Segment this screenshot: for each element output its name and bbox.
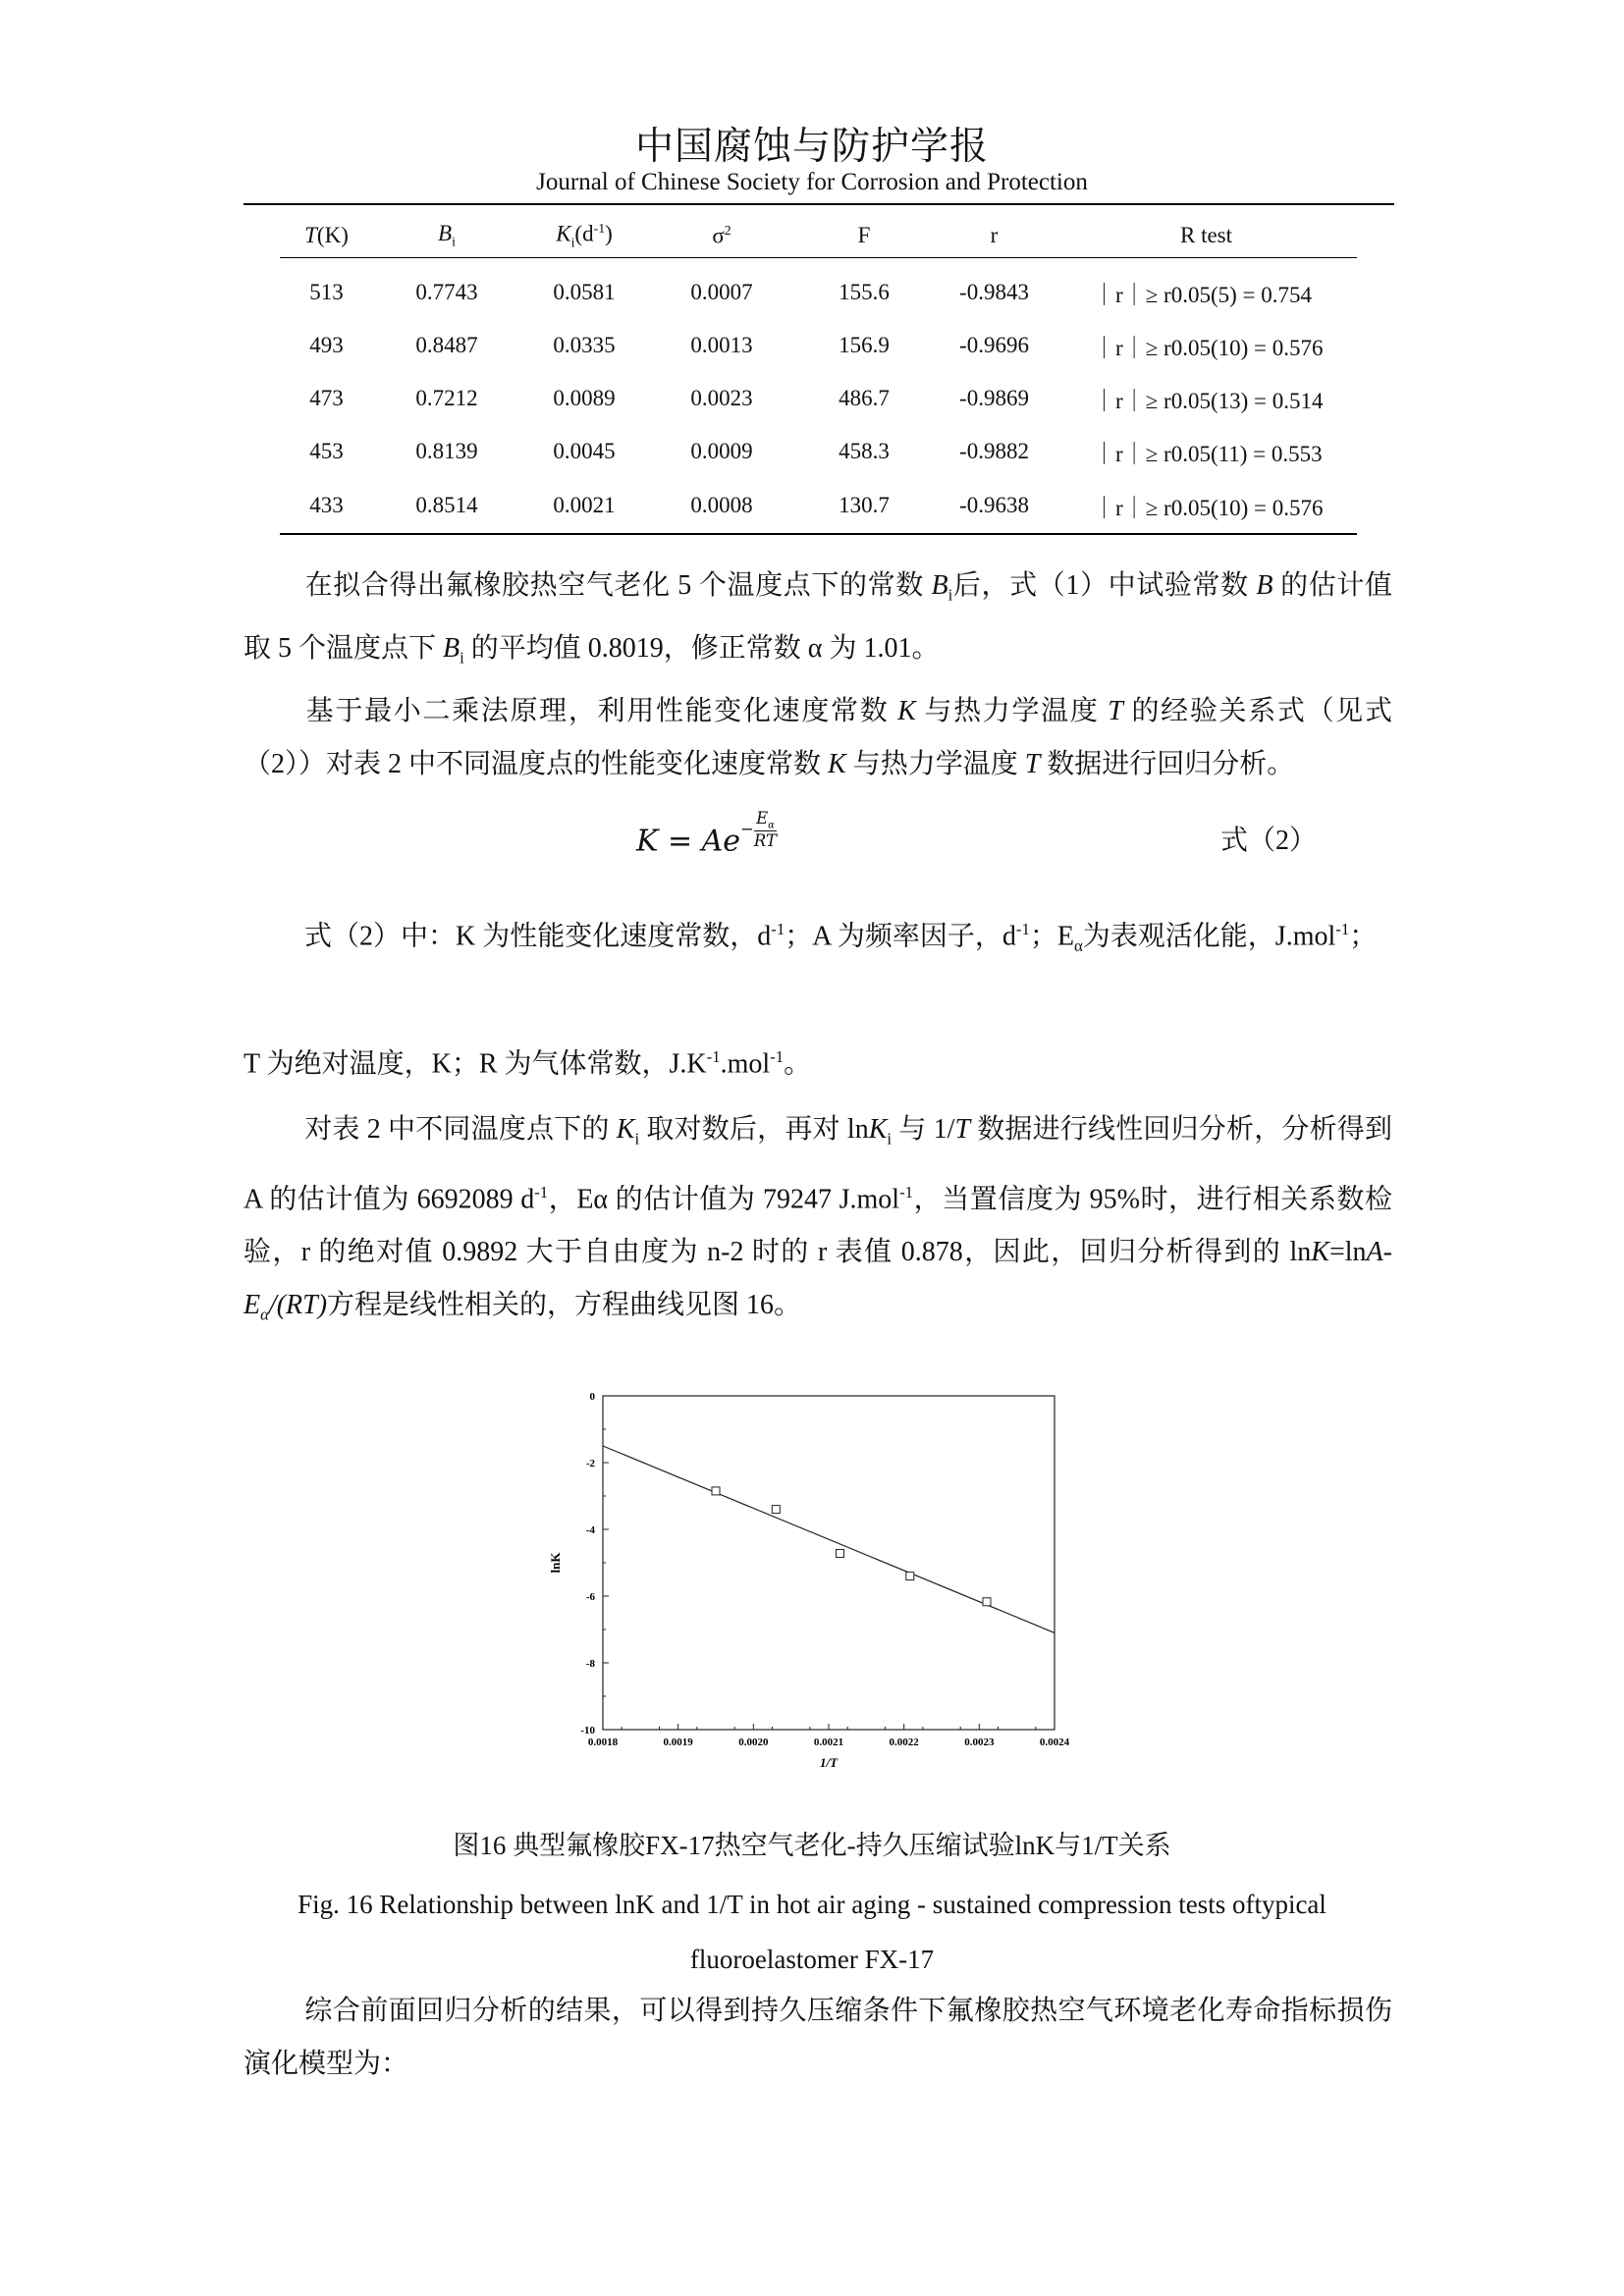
table-cell: 0.8139 — [415, 439, 478, 463]
x-axis-label: 1/T — [819, 1755, 839, 1770]
y-tick-label: 0 — [589, 1391, 595, 1403]
formula-2: $K = Ae^{- \frac{E_\alpha}{RT}}$ — [636, 809, 778, 859]
table-cell: 0.0013 — [690, 333, 753, 357]
table-cell: 453 — [309, 439, 344, 463]
plot-frame — [603, 1396, 1055, 1730]
x-tick-label: 0.0024 — [1039, 1736, 1070, 1748]
y-tick-label: -4 — [585, 1524, 595, 1536]
table-row — [280, 372, 1357, 425]
parameter-table — [280, 214, 1357, 535]
col-header-rtest: R test — [1056, 214, 1357, 258]
table-cell: 0.0021 — [520, 478, 648, 534]
table-cell: 0.0581 — [553, 280, 616, 304]
table-cell: 0.8514 — [373, 478, 520, 534]
table-cell: 0.8487 — [415, 333, 478, 357]
table-row — [280, 425, 1357, 478]
table-row — [280, 258, 1357, 320]
table-cell: -0.9696 — [959, 333, 1029, 357]
y-tick-label: -10 — [580, 1725, 595, 1736]
col-header-bi: $B_i$ — [373, 214, 520, 258]
x-tick-label: 0.0020 — [738, 1736, 769, 1748]
table-cell: 486.7 — [839, 386, 890, 410]
table-cell: 130.7 — [795, 478, 933, 534]
x-tick-label: 0.0022 — [889, 1736, 919, 1748]
y-tick-label: -2 — [585, 1458, 595, 1469]
y-axis-label: lnK — [548, 1552, 563, 1574]
table-cell: 473 — [309, 386, 344, 410]
table-cell: ｜r｜≥ r0.05(10) = 0.576 — [1056, 478, 1357, 534]
x-tick-label: 0.0018 — [587, 1736, 619, 1748]
paragraph-4: T 为绝对温度，K；R 为气体常数，$J.K^{-1}.mol^{-1}$。 — [244, 1047, 812, 1080]
figure-caption-en: Fig. 16 Relationship between lnK and 1/T in hot air aging - sustained compression tests oftypical fluoroelastomer FX-17 — [298, 1890, 1326, 1974]
col-header-r: r — [933, 214, 1056, 258]
journal-title-cn: 中国腐蚀与防护学报 — [634, 126, 989, 168]
col-header-t: T(K) — [280, 214, 373, 258]
table-cell: -0.9869 — [959, 386, 1029, 410]
table-cell: 155.6 — [839, 280, 890, 304]
col-header-f: F — [795, 214, 933, 258]
table-cell: 0.7743 — [415, 280, 478, 304]
table-cell: 0.0335 — [553, 333, 616, 357]
table-cell: 0.0008 — [648, 478, 795, 534]
table-cell: ｜r｜≥ r0.05(13) = 0.514 — [1093, 388, 1324, 413]
col-header-ki: $K_i(d^{-1})$ — [520, 214, 648, 258]
journal-title-en: Journal of Chinese Society for Corrosion and Protection — [536, 169, 1088, 195]
table-cell: 0.0023 — [690, 386, 753, 410]
table-cell: ｜r｜≥ r0.05(10) = 0.576 — [1093, 335, 1324, 360]
paragraph-6-text: 综合前面回归分析的结果，可以得到持久压缩条件下氟橡胶热空气环境老化寿命指标损伤演化模型为： — [244, 1996, 1392, 2079]
table-cell: 458.3 — [839, 439, 890, 463]
table-header-row — [280, 214, 1357, 258]
y-tick-label: -6 — [585, 1591, 595, 1603]
header-rule — [244, 203, 1394, 205]
table-cell: 493 — [309, 333, 344, 357]
data-point — [772, 1506, 780, 1514]
table-cell: 0.0007 — [690, 280, 753, 304]
data-point — [906, 1573, 914, 1580]
table-cell: ｜r｜≥ r0.05(5) = 0.754 — [1093, 282, 1312, 307]
lnk-vs-inverse-t-chart — [538, 1386, 1088, 1789]
table-cell: -0.9882 — [959, 439, 1029, 463]
table-cell: 513 — [309, 280, 344, 304]
paragraph-6 — [244, 1985, 1392, 2091]
paragraph-2: 基于最小二乘法原理，利用性能变化速度常数 K 与热力学温度 T 的经验关系式（见式（2））对表 2 中不同温度点的性能变化速度常数 K 与热力学温度 T 数据进行回归分析。 — [244, 696, 1392, 779]
x-tick-label: 0.0019 — [663, 1736, 693, 1748]
table-row — [280, 478, 1357, 534]
data-point — [837, 1549, 844, 1557]
table-cell: 0.0089 — [553, 386, 616, 410]
table-cell: ｜r｜≥ r0.05(11) = 0.553 — [1093, 441, 1323, 466]
table-cell: 156.9 — [839, 333, 890, 357]
formula-label: 式（2） — [1220, 826, 1318, 856]
table-cell: -0.9638 — [933, 478, 1056, 534]
figure-caption-cn: 图16 典型氟橡胶FX-17热空气老化-持久压缩试验lnK与1/T关系 — [453, 1831, 1171, 1860]
data-point — [983, 1598, 991, 1606]
table-cell: 0.7212 — [415, 386, 478, 410]
table-cell: -0.9843 — [959, 280, 1029, 304]
paragraph-3: 式（2）中：K 为性能变化速度常数，$d^{-1}$；A 为频率因子，$d^{-1}$；$E_\alpha$为表观活化能，J.mol$^{-1}$； — [304, 920, 1378, 955]
col-header-sigma2: $\sigma^2$ — [648, 214, 795, 258]
table-row — [280, 319, 1357, 372]
paragraph-1: 在拟合得出氟橡胶热空气老化 5 个温度点下的常数 $B_i$后，式（1）中试验常数 B 的估计值取 5 个温度点下 $B_i$ 的平均值 0.8019，修正常数 α 为 1.01。 — [244, 570, 1392, 667]
x-tick-label: 0.0021 — [813, 1736, 844, 1748]
data-point — [712, 1487, 720, 1495]
table-cell: 0.0045 — [553, 439, 616, 463]
y-tick-label: -8 — [585, 1658, 595, 1670]
table-cell: 0.0009 — [690, 439, 753, 463]
table-cell: 433 — [280, 478, 373, 534]
paragraph-5: 对表 2 中不同温度点下的 $K_i$ 取对数后，再对 lnK$_i$ 与 1/T 数据进行线性回归分析，分析得到 A 的估计值为 6692089 $d^{-1}$，Eα 的估计值为 79247 J.mol$^{-1}$，当置信度为 95%时，进行相关系数检验，r 的绝对值 0.9892 大于自由度为 n-2 时的 r 表值 0.878，因此，回归分析得到的 $\ln K=\ln A-E_\alpha/(RT)$方程是线性相关的，方程曲线见图 16。 — [244, 1114, 1392, 1324]
x-tick-label: 0.0023 — [964, 1736, 995, 1748]
